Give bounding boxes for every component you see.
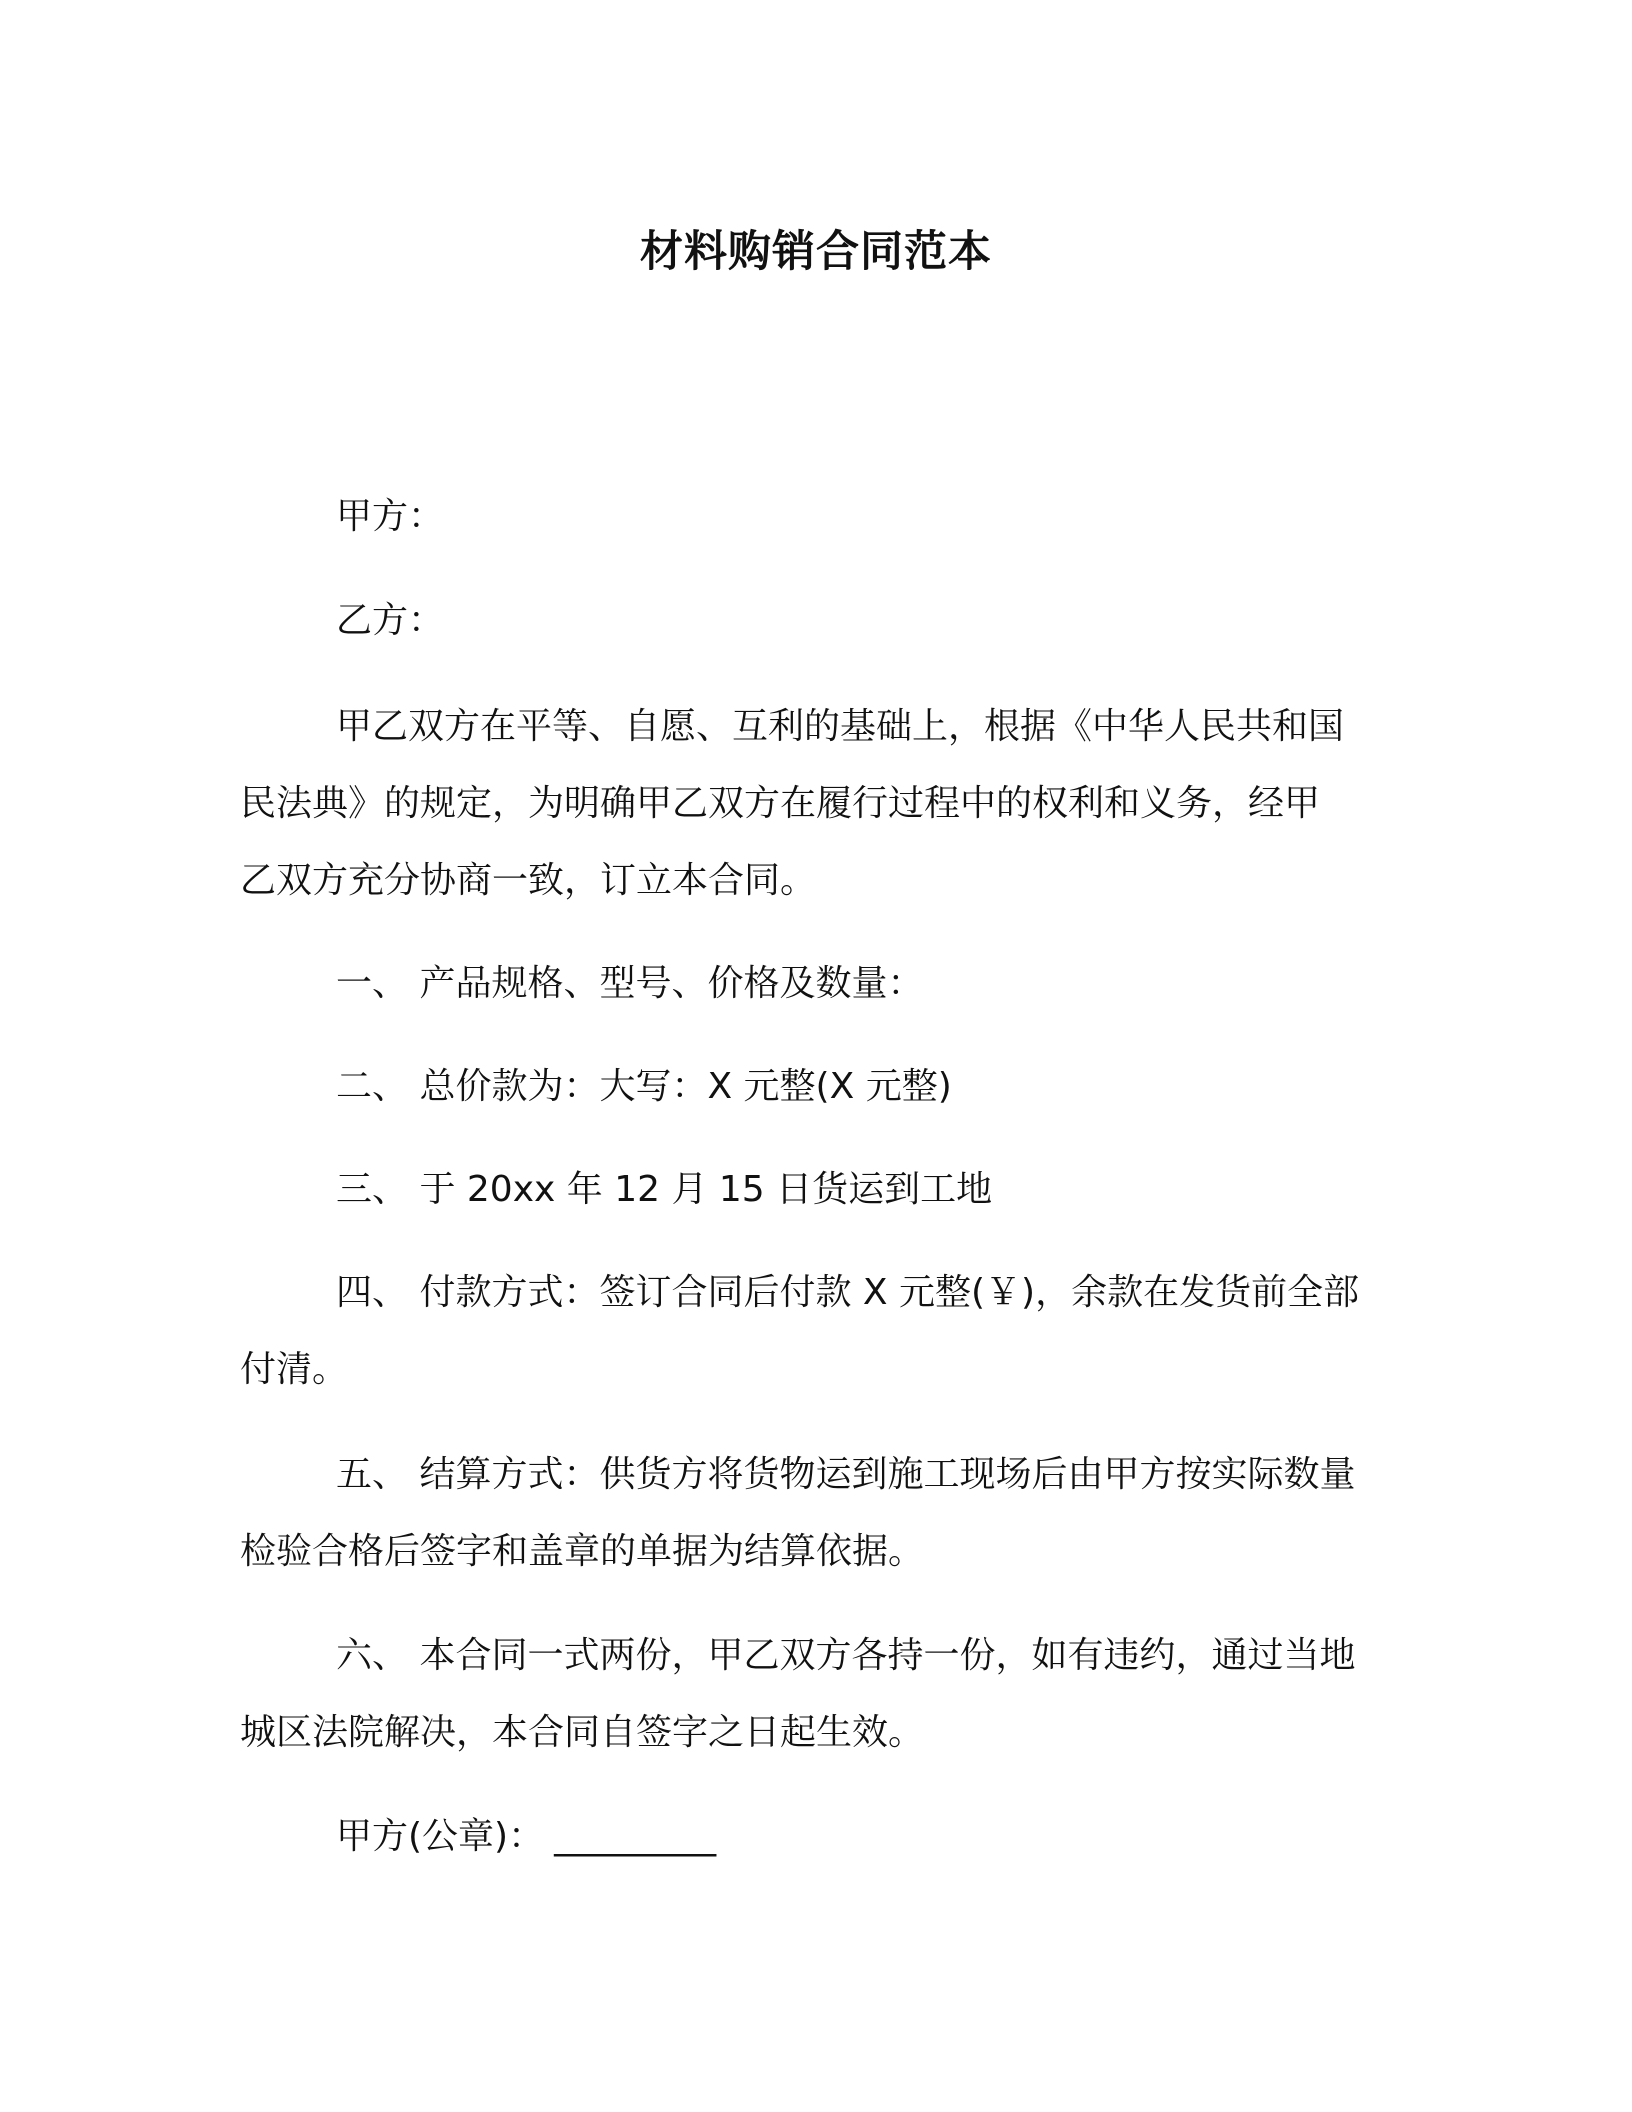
clause-line: 二、 总价款为：大写：X 元整(X 元整) <box>336 1066 952 1107</box>
clause-line: 检验合格后签字和盖章的单据为结算依据。 <box>240 1531 925 1572</box>
clause-6 <box>240 1617 1392 1771</box>
intro-line: 乙双方充分协商一致，订立本合同。 <box>240 860 817 901</box>
party-a-label: 甲方： <box>336 496 445 537</box>
signature-label: 甲方(公章)： <box>336 1816 545 1857</box>
clause-line: 五、 结算方式：供货方将货物运到施工现场后由甲方按实际数量 <box>336 1454 1356 1495</box>
clause-3 <box>240 1151 1392 1228</box>
clause-line: 付清。 <box>240 1349 349 1390</box>
party-b-label: 乙方： <box>336 600 445 641</box>
clause-5 <box>240 1436 1392 1590</box>
clause-4 <box>240 1254 1392 1408</box>
clause-line: 城区法院解决，本合同自签字之日起生效。 <box>240 1712 925 1753</box>
clause-line: 一、 产品规格、型号、价格及数量： <box>336 963 924 1004</box>
signature-blank: _________ <box>554 1816 717 1857</box>
clause-1 <box>240 945 1392 1022</box>
clause-2 <box>240 1048 1392 1125</box>
intro-paragraph <box>240 688 1392 919</box>
intro-line: 民法典》的规定，为明确甲乙双方在履行过程中的权利和义务，经甲 <box>240 783 1321 824</box>
signature-line <box>336 1812 716 1862</box>
clause-line: 四、 付款方式：签订合同后付款 X 元整(￥)，余款在发货前全部 <box>336 1272 1360 1313</box>
clause-line: 三、 于 20xx 年 12 月 15 日货运到工地 <box>336 1169 993 1210</box>
intro-line: 甲乙双方在平等、自愿、互利的基础上，根据《中华人民共和国 <box>336 706 1345 747</box>
document-title: 材料购销合同范本 <box>640 227 992 277</box>
clause-line: 六、 本合同一式两份，甲乙双方各持一份，如有违约，通过当地 <box>336 1635 1356 1676</box>
